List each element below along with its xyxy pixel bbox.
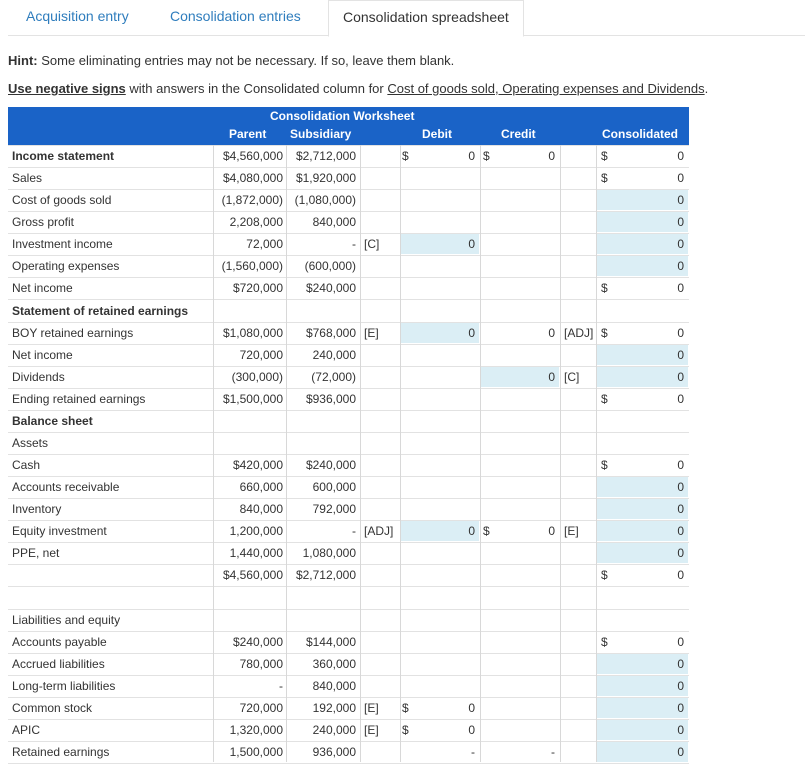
row-label: Dividends xyxy=(12,370,65,384)
credit-value: 0 xyxy=(548,370,555,384)
table-row xyxy=(8,388,689,410)
parent-value: 1,500,000 xyxy=(229,745,283,759)
parent-value: $1,080,000 xyxy=(222,326,283,340)
table-row xyxy=(8,697,689,719)
subsidiary-value: (1,080,000) xyxy=(294,193,356,207)
row-label: Income statement xyxy=(12,149,115,163)
table-row xyxy=(8,587,689,609)
tab-consolidation-spreadsheet[interactable]: Consolidation spreadsheet xyxy=(328,0,524,37)
table-row xyxy=(8,432,689,454)
grid-column-line xyxy=(596,145,597,762)
parent-value: 72,000 xyxy=(246,237,283,251)
consolidated-value: 0 xyxy=(677,524,684,538)
hint-body: Some eliminating entries may not be necessary. If so, leave them blank. xyxy=(37,53,455,68)
consolidated-value: 0 xyxy=(677,149,684,163)
debit-entry-tag: [E] xyxy=(364,326,379,340)
grid-column-line xyxy=(286,145,287,762)
worksheet-header xyxy=(8,107,689,145)
table-row xyxy=(8,344,689,366)
row-label: PPE, net xyxy=(12,546,60,560)
row-label: Net income xyxy=(12,348,73,362)
row-label: Retained earnings xyxy=(12,745,110,759)
subsidiary-value: 792,000 xyxy=(312,502,356,516)
subsidiary-value: 192,000 xyxy=(312,701,356,715)
subsidiary-value: $2,712,000 xyxy=(295,568,356,582)
consolidated-dollar-sign: $ xyxy=(601,635,608,649)
consolidated-dollar-sign: $ xyxy=(601,149,608,163)
credit-value: 0 xyxy=(548,149,555,163)
subsidiary-value: 1,080,000 xyxy=(302,546,356,560)
table-row xyxy=(8,189,689,211)
consolidated-value: 0 xyxy=(677,723,684,737)
table-row xyxy=(8,277,689,299)
subsidiary-value: 840,000 xyxy=(312,215,356,229)
consolidated-dollar-sign: $ xyxy=(601,458,608,472)
row-label: BOY retained earnings xyxy=(12,326,134,340)
grid-column-line xyxy=(360,145,361,762)
subsidiary-value: $240,000 xyxy=(305,458,356,472)
consolidated-value: 0 xyxy=(677,392,684,406)
table-row xyxy=(8,167,689,189)
table-row xyxy=(8,520,689,542)
parent-value: $4,080,000 xyxy=(222,171,283,185)
grid-column-line xyxy=(480,145,481,762)
grid-column-line xyxy=(560,145,561,762)
debit-value: 0 xyxy=(468,326,475,340)
row-label: Cash xyxy=(12,458,41,472)
subsidiary-value: 360,000 xyxy=(312,657,356,671)
parent-value: $4,560,000 xyxy=(222,149,283,163)
subsidiary-value: (72,000) xyxy=(311,370,356,384)
subsidiary-value: $1,920,000 xyxy=(295,171,356,185)
parent-value: $720,000 xyxy=(232,281,283,295)
grid-column-line xyxy=(213,145,214,762)
consolidated-value: 0 xyxy=(677,568,684,582)
row-label: Operating expenses xyxy=(12,259,120,273)
parent-value: $420,000 xyxy=(232,458,283,472)
debit-value: 0 xyxy=(468,149,475,163)
table-row xyxy=(8,498,689,520)
row-divider xyxy=(8,763,689,764)
subsidiary-value: $2,712,000 xyxy=(295,149,356,163)
table-row xyxy=(8,410,689,432)
table-row xyxy=(8,476,689,498)
debit-dash: - xyxy=(471,745,475,759)
tab-acquisition-entry[interactable]: Acquisition entry xyxy=(26,8,129,24)
debit-entry-tag: [C] xyxy=(364,237,380,251)
debit-dollar-sign: $ xyxy=(402,701,409,715)
row-label: APIC xyxy=(12,723,41,737)
consolidated-dollar-sign: $ xyxy=(601,171,608,185)
header-parent: Parent xyxy=(229,127,267,141)
row-label: Cost of goods sold xyxy=(12,193,112,207)
row-label: Long-term liabilities xyxy=(12,679,116,693)
row-label: Gross profit xyxy=(12,215,75,229)
row-label: Net income xyxy=(12,281,73,295)
table-row xyxy=(8,145,689,167)
parent-value: 840,000 xyxy=(239,502,283,516)
debit-entry-tag: [E] xyxy=(364,723,379,737)
table-row xyxy=(8,211,689,233)
row-label: Liabilities and equity xyxy=(12,613,121,627)
table-row xyxy=(8,255,689,277)
debit-dollar-sign: $ xyxy=(402,149,409,163)
table-row xyxy=(8,542,689,564)
debit-value: 0 xyxy=(468,237,475,251)
parent-value: $4,560,000 xyxy=(222,568,283,582)
debit-dollar-sign: $ xyxy=(402,723,409,737)
credit-dollar-sign: $ xyxy=(483,524,490,538)
consolidated-value: 0 xyxy=(677,259,684,273)
subsidiary-value: $768,000 xyxy=(305,326,356,340)
worksheet-title: Consolidation Worksheet xyxy=(270,109,415,123)
parent-value: $1,500,000 xyxy=(222,392,283,406)
row-label: Balance sheet xyxy=(12,414,93,428)
consolidated-value: 0 xyxy=(677,745,684,759)
row-label: Common stock xyxy=(12,701,93,715)
parent-value: - xyxy=(279,679,283,693)
parent-value: 1,200,000 xyxy=(229,524,283,538)
credit-entry-tag: [C] xyxy=(564,370,580,384)
table-row xyxy=(8,300,689,322)
tab-consolidation-entries[interactable]: Consolidation entries xyxy=(170,8,301,24)
credit-value: 0 xyxy=(548,326,555,340)
subsidiary-value: (600,000) xyxy=(304,259,356,273)
parent-value: 1,440,000 xyxy=(229,546,283,560)
instruction-text xyxy=(8,81,708,96)
row-label: Accrued liabilities xyxy=(12,657,105,671)
debit-value: 0 xyxy=(468,701,475,715)
header-debit: Debit xyxy=(422,127,452,141)
parent-value: 720,000 xyxy=(239,701,283,715)
instruction-accounts: Cost of goods sold, Operating expenses and Dividends xyxy=(387,81,705,96)
parent-value: 1,320,000 xyxy=(229,723,283,737)
consolidated-value: 0 xyxy=(677,348,684,362)
subsidiary-value: 240,000 xyxy=(312,348,356,362)
row-label: Accounts payable xyxy=(12,635,107,649)
row-label: Investment income xyxy=(12,237,113,251)
subsidiary-value: 600,000 xyxy=(312,480,356,494)
consolidated-value: 0 xyxy=(677,701,684,715)
table-row xyxy=(8,564,689,586)
subsidiary-value: $240,000 xyxy=(305,281,356,295)
header-credit: Credit xyxy=(501,127,536,141)
parent-value: (1,872,000) xyxy=(221,193,283,207)
consolidated-value: 0 xyxy=(677,480,684,494)
table-row xyxy=(8,454,689,476)
credit-entry-tag: [ADJ] xyxy=(564,326,594,340)
consolidated-value: 0 xyxy=(677,657,684,671)
subsidiary-value: - xyxy=(352,237,356,251)
consolidated-dollar-sign: $ xyxy=(601,281,608,295)
credit-dash: - xyxy=(551,745,555,759)
instruction-bold: Use negative signs xyxy=(8,81,126,96)
instruction-end: . xyxy=(704,81,709,96)
consolidated-dollar-sign: $ xyxy=(601,568,608,582)
consolidated-value: 0 xyxy=(677,281,684,295)
hint-text xyxy=(8,53,454,68)
parent-value: 780,000 xyxy=(239,657,283,671)
consolidated-value: 0 xyxy=(677,635,684,649)
consolidated-value: 0 xyxy=(677,458,684,472)
consolidation-worksheet xyxy=(8,107,689,762)
header-consolidated: Consolidated xyxy=(602,127,679,141)
table-row xyxy=(8,366,689,388)
subsidiary-value: $144,000 xyxy=(305,635,356,649)
table-row xyxy=(8,741,689,763)
consolidated-value: 0 xyxy=(677,215,684,229)
consolidated-dollar-sign: $ xyxy=(601,326,608,340)
consolidated-value: 0 xyxy=(677,326,684,340)
table-row xyxy=(8,719,689,741)
debit-value: 0 xyxy=(468,524,475,538)
table-row xyxy=(8,653,689,675)
table-row xyxy=(8,675,689,697)
consolidated-value: 0 xyxy=(677,237,684,251)
subsidiary-value: $936,000 xyxy=(305,392,356,406)
parent-value: 660,000 xyxy=(239,480,283,494)
consolidated-value: 0 xyxy=(677,171,684,185)
parent-value: 720,000 xyxy=(239,348,283,362)
parent-value: 2,208,000 xyxy=(229,215,283,229)
table-row xyxy=(8,631,689,653)
tab-bar xyxy=(8,0,805,36)
consolidated-value: 0 xyxy=(677,370,684,384)
row-label: Statement of retained earnings xyxy=(12,304,189,318)
row-label: Assets xyxy=(12,436,49,450)
debit-entry-tag: [E] xyxy=(364,701,379,715)
parent-value: $240,000 xyxy=(232,635,283,649)
subsidiary-value: 240,000 xyxy=(312,723,356,737)
credit-dollar-sign: $ xyxy=(483,149,490,163)
subsidiary-value: 936,000 xyxy=(312,745,356,759)
row-label: Accounts receivable xyxy=(12,480,120,494)
row-label: Equity investment xyxy=(12,524,107,538)
credit-value: 0 xyxy=(548,524,555,538)
subsidiary-value: - xyxy=(352,524,356,538)
consolidated-value: 0 xyxy=(677,546,684,560)
table-row xyxy=(8,322,689,344)
row-label: Ending retained earnings xyxy=(12,392,146,406)
row-label: Sales xyxy=(12,171,43,185)
header-subsidiary: Subsidiary xyxy=(290,127,352,141)
consolidated-dollar-sign: $ xyxy=(601,392,608,406)
instruction-body: with answers in the Consolidated column for xyxy=(125,81,388,96)
consolidated-value: 0 xyxy=(677,502,684,516)
parent-value: (300,000) xyxy=(231,370,283,384)
row-label: Inventory xyxy=(12,502,62,516)
consolidated-value: 0 xyxy=(677,679,684,693)
grid-column-line xyxy=(400,145,401,762)
subsidiary-value: 840,000 xyxy=(312,679,356,693)
debit-entry-tag: [ADJ] xyxy=(364,524,394,538)
table-row xyxy=(8,233,689,255)
credit-entry-tag: [E] xyxy=(564,524,579,538)
table-row xyxy=(8,609,689,631)
consolidated-value: 0 xyxy=(677,193,684,207)
parent-value: (1,560,000) xyxy=(221,259,283,273)
debit-value: 0 xyxy=(468,723,475,737)
hint-label: Hint: xyxy=(8,53,38,68)
